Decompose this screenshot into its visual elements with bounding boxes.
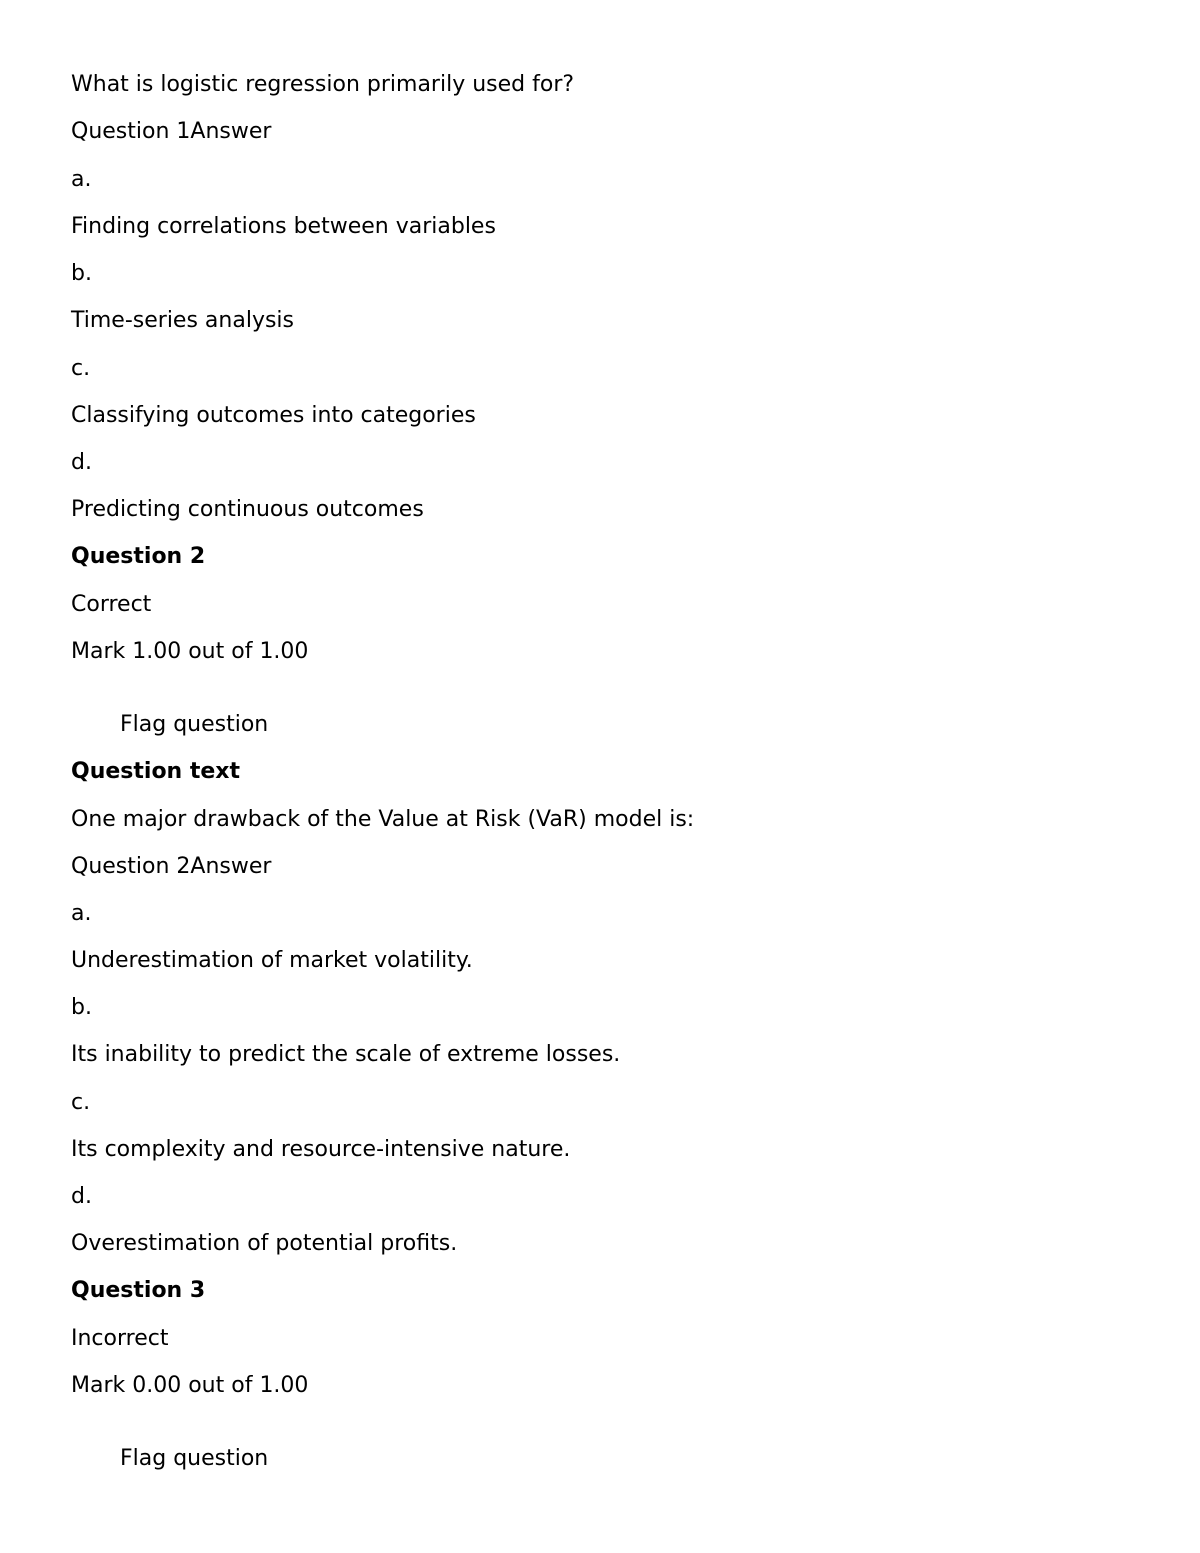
q1-question-text: What is logistic regression primarily used for? [71,72,575,97]
q2-question-text: One major drawback of the Value at Risk (VaR) model is: [71,807,695,832]
q2-answer-label: Question 2Answer [71,854,272,879]
q3-status: Incorrect [71,1326,169,1351]
q2-option-c-text: Its complexity and resource-intensive nature. [71,1137,571,1162]
q1-answer-label: Question 1Answer [71,119,272,144]
q2-option-d-letter: d. [71,1184,92,1209]
q2-option-d-text: Overestimation of potential profits. [71,1231,458,1256]
q2-option-c-letter: c. [71,1090,91,1115]
q1-option-a-text: Finding correlations between variables [71,214,496,239]
q2-option-a-text: Underestimation of market volatility. [71,948,473,973]
q2-text-heading: Question text [71,759,241,784]
q2-option-b-letter: b. [71,995,92,1020]
q2-flag-question[interactable]: Flag question [120,712,269,737]
q1-option-d-text: Predicting continuous outcomes [71,497,424,522]
q3-mark: Mark 0.00 out of 1.00 [71,1373,309,1398]
q1-option-b-text: Time-series analysis [71,308,294,333]
q2-option-a-letter: a. [71,901,92,926]
q2-heading: Question 2 [71,544,206,569]
q1-option-a-letter: a. [71,167,92,192]
q3-flag-question[interactable]: Flag question [120,1446,269,1471]
q2-status: Correct [71,592,152,617]
q1-option-c-letter: c. [71,356,91,381]
q3-heading: Question 3 [71,1278,206,1303]
q1-option-b-letter: b. [71,261,92,286]
q2-mark: Mark 1.00 out of 1.00 [71,639,309,664]
q1-option-d-letter: d. [71,450,92,475]
q2-option-b-text: Its inability to predict the scale of extreme losses. [71,1042,621,1067]
q1-option-c-text: Classifying outcomes into categories [71,403,476,428]
